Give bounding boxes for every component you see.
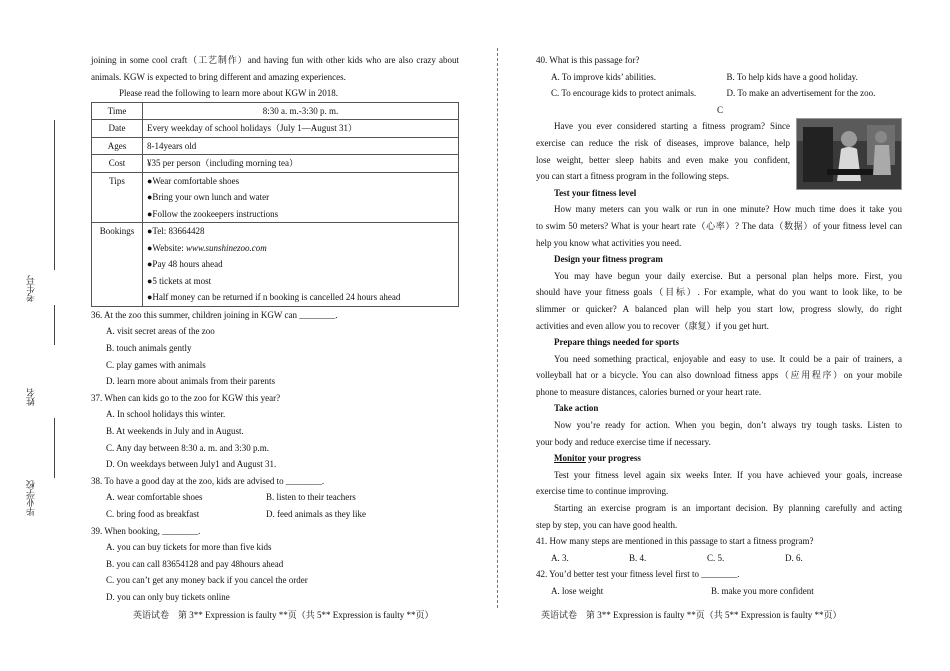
option: A. visit secret areas of the zoo [106, 326, 215, 337]
table-value [143, 172, 459, 223]
table-key: Date [92, 120, 143, 138]
left-page-footer: 英语试卷 第 3** Expression is faulty **页（共 5** Expression is faulty **页） [133, 610, 434, 620]
table-row [92, 223, 459, 307]
table-key: Cost [92, 155, 143, 173]
paragraph-line: You need something practical, enjoyable and easy to use. It could be a pair of trainers, a [554, 353, 902, 364]
booking-item: ●5 tickets at most [147, 275, 212, 286]
table-value [143, 223, 459, 307]
option-row [536, 583, 902, 600]
booking-item: ●Pay 48 hours ahead [147, 259, 223, 270]
booking-item [147, 240, 454, 257]
option: B. At weekends in July and in August. [106, 425, 244, 436]
column-divider [497, 48, 498, 608]
paragraph-line: Test your fitness level again six weeks Inter. If you have achieved your goals, increase [554, 469, 902, 480]
option: D. To make an advertisement for the zoo. [726, 88, 876, 99]
option: A. In school holidays this winter. [106, 409, 226, 420]
paragraph-line: phone to measure distances, calories burned or your heart rate. [536, 386, 762, 397]
heading-design-program: Design your fitness program [554, 254, 663, 265]
binding-line [54, 418, 55, 478]
paragraph-line: Now you’re ready for action. When you begin, don’t always try tough tasks. Listen to [554, 420, 902, 431]
paragraph-line: slimmer or quicker? A balanced plan will help you start low, progress slowly, do right [536, 303, 902, 314]
intro-line: joining in some cool craft（工艺制作）and having fun with other kids who are also crazy about [91, 55, 459, 65]
binding-line [54, 120, 55, 270]
left-column [91, 52, 459, 605]
option: C. 5. [707, 552, 725, 563]
website-label: ●Website: [147, 242, 186, 253]
option: C. you can’t get any money back if you cancel the order [106, 575, 308, 586]
binding-margin [20, 120, 50, 550]
heading-rest: your progress [585, 453, 641, 464]
gym-image [797, 119, 901, 189]
intro-line: Have you ever considered starting a fitness program? Since [554, 121, 790, 132]
paragraph-line: step by step, you can have good health. [536, 519, 678, 530]
option-row [536, 85, 902, 102]
option: D. feed animals as they like [266, 508, 366, 519]
option: B. make you more confident [711, 586, 814, 596]
option: A. lose weight [551, 586, 604, 596]
table-key: Time [92, 102, 143, 120]
name-label: 姓名 [26, 388, 36, 406]
option: B. you can call 83654128 and pay 48hours ahead [106, 558, 284, 569]
option: A. 3. [551, 552, 569, 563]
heading-monitor-progress [536, 450, 902, 467]
question-37-stem: 37. When can kids go to the zoo for KGW this year? [91, 392, 281, 403]
option: B. To help kids have a good holiday. [726, 71, 858, 82]
option-row [536, 69, 902, 86]
booking-item: ●Tel: 83664428 [147, 226, 205, 237]
table-value: ¥35 per person（including morning tea） [143, 155, 459, 173]
tip-item: ●Follow the zookeepers instructions [147, 208, 279, 219]
option: C. play games with animals [106, 359, 206, 370]
table-key: Tips [92, 172, 143, 223]
right-column [536, 52, 902, 600]
heading-test-fitness: Test your fitness level [554, 187, 637, 198]
table-row [92, 155, 459, 173]
option: C. Any day between 8:30 a. m. and 3:30 p.m. [106, 442, 269, 453]
option: B. 4. [629, 552, 647, 563]
intro-line: animals. KGW is expected to bring different and amazing experiences. [91, 71, 346, 82]
heading-underlined-word: Monitor [554, 453, 586, 464]
intro-block [536, 118, 902, 184]
option: D. learn more about animals from their parents [106, 376, 275, 387]
kgw-info-table [91, 102, 459, 307]
option: A. To improve kids’ abilities. [551, 71, 657, 82]
table-key: Ages [92, 137, 143, 155]
table-row [92, 172, 459, 223]
website-link[interactable]: www.sunshinezoo.com [185, 242, 267, 253]
paragraph-line: help you know what activities you need. [536, 237, 682, 248]
paragraph-line: to swim 50 meters? What is your heart rate（心率）? The data（数据）of your fitness level can [536, 220, 902, 231]
read-prompt: Please read the following to learn more about KGW in 2018. [119, 88, 339, 99]
paragraph-line: You may have begun your daily exercise. But a personal plan helps more. First, you [554, 270, 902, 281]
intro-line: you can start a fitness program in the following steps. [536, 171, 729, 182]
school-label: 毕业学校 [26, 480, 36, 516]
option: B. listen to their teachers [266, 492, 356, 503]
option: D. you can only buy tickets online [106, 591, 230, 602]
option: B. touch animals gently [106, 342, 192, 353]
exam-number-label: 考生号 [26, 275, 36, 302]
option-row [91, 489, 459, 506]
paragraph-line: activities and even allow you to recover（康复）if you get hurt. [536, 320, 769, 331]
tip-item: ●Wear comfortable shoes [147, 175, 240, 186]
fitness-photo [796, 118, 902, 190]
option-row [91, 506, 459, 523]
intro-line: exercise can reduce the risk of diseases, improve balance, help [536, 137, 790, 148]
option: C. bring food as breakfast [106, 508, 200, 519]
section-letter: C [716, 104, 723, 115]
table-row [92, 137, 459, 155]
paragraph-line: should have your fitness goals（目标）. For example, what do you want to look like, to be [536, 287, 902, 298]
binding-line [54, 305, 55, 345]
paragraph-line: exercise time to continue improving. [536, 486, 669, 497]
option: D. 6. [785, 552, 803, 563]
option: A. wear comfortable shoes [106, 492, 203, 503]
heading-take-action: Take action [554, 403, 599, 414]
question-36-stem: 36. At the zoo this summer, children joining in KGW can ________. [91, 309, 338, 320]
paragraph-line: your body and reduce exercise time if necessary. [536, 436, 711, 447]
intro-line: lose weight, better sleep habits and even make you confident, [536, 154, 790, 165]
paragraph-line: volleyball hat or a bicycle. You can also download fitness apps（应用程序）on your mobile [536, 370, 902, 381]
table-key: Bookings [92, 223, 143, 307]
table-row [92, 120, 459, 138]
question-42-stem: 42. You’d better test your fitness level first to ________. [536, 569, 740, 580]
option-row [536, 550, 902, 567]
right-page-footer: 英语试卷 第 3** Expression is faulty **页（共 5** Expression is faulty **页） [541, 610, 842, 620]
tip-item: ●Bring your own lunch and water [147, 192, 270, 203]
table-value: 8:30 a. m.-3:30 p. m. [143, 102, 459, 120]
option: C. To encourage kids to protect animals. [551, 88, 697, 99]
question-39-stem: 39. When booking, ________. [91, 525, 201, 536]
option: D. On weekdays between July1 and August 31. [106, 459, 277, 470]
question-40-stem: 40. What is this passage for? [536, 55, 640, 65]
question-41-stem: 41. How many steps are mentioned in this passage to start a fitness program? [536, 536, 814, 547]
option: A. you can buy tickets for more than five kids [106, 542, 272, 553]
heading-prepare-things: Prepare things needed for sports [554, 337, 679, 348]
table-value: Every weekday of school holidays（July 1—August 31） [143, 120, 459, 138]
table-value: 8-14years old [143, 137, 459, 155]
booking-item: ●Half money can be returned if n booking is cancelled 24 hours ahead [147, 292, 401, 303]
table-row [92, 102, 459, 120]
question-38-stem: 38. To have a good day at the zoo, kids are advised to ________. [91, 475, 325, 486]
paragraph-line: Starting an exercise program is an important decision. By planning carefully and acting [554, 503, 902, 514]
paragraph-line: How many meters can you walk or run in one minute? How much time does it take you [554, 204, 902, 215]
